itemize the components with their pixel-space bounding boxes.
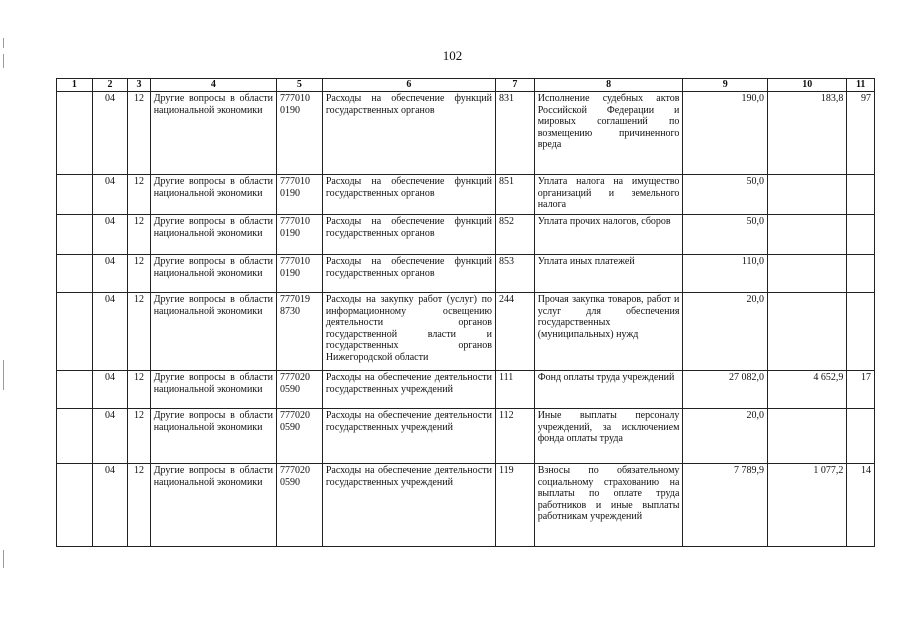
cell-target-code	[277, 464, 323, 547]
cell-section-name: Другие вопросы в области национальной экономики	[150, 175, 276, 215]
cell-section-name: Другие вопросы в области национальной экономики	[150, 371, 276, 409]
cell-row-number	[57, 215, 93, 255]
cell-plan-amount: 110,0	[683, 255, 768, 293]
target-code-part-2: 0590	[280, 476, 300, 488]
col-header-11: 11	[847, 79, 875, 92]
target-code-part-2: 0190	[280, 104, 300, 116]
target-code-part-1: 777010	[280, 256, 310, 267]
col-header-7: 7	[496, 79, 535, 92]
target-code-part-1: 777010	[280, 176, 310, 187]
cell-actual-amount	[767, 255, 846, 293]
cell-row-number	[57, 409, 93, 464]
cell-expense-type-name: Уплата иных платежей	[534, 255, 683, 293]
cell-row-number	[57, 92, 93, 175]
cell-expense-type-name: Уплата налога на имущество организаций и земельного налога	[534, 175, 683, 215]
cell-expense-type-code: 119	[496, 464, 535, 547]
cell-section-name: Другие вопросы в области национальной экономики	[150, 293, 276, 371]
cell-row-number	[57, 293, 93, 371]
cell-expense-type-code: 244	[496, 293, 535, 371]
col-header-1: 1	[57, 79, 93, 92]
cell-row-number	[57, 464, 93, 547]
target-code-part-2: 0590	[280, 383, 300, 395]
cell-plan-amount: 190,0	[683, 92, 768, 175]
table-row	[57, 293, 875, 371]
cell-subsection: 12	[128, 371, 150, 409]
cell-target-code	[277, 371, 323, 409]
cell-plan-amount: 50,0	[683, 215, 768, 255]
page-number: 102	[442, 48, 463, 63]
target-code-part-1: 777010	[280, 216, 310, 227]
cell-expense-type-name: Уплата прочих налогов, сборов	[534, 215, 683, 255]
cell-section: 04	[92, 215, 128, 255]
cell-section: 04	[92, 293, 128, 371]
cell-target-name: Расходы на обеспечение деятельности государственных учреждений	[322, 409, 495, 464]
cell-expense-type-name: Иные выплаты персоналу учреждений, за исключением фонда оплаты труда	[534, 409, 683, 464]
cell-target-code	[277, 293, 323, 371]
cell-plan-amount: 20,0	[683, 293, 768, 371]
cell-plan-amount: 50,0	[683, 175, 768, 215]
cell-target-name: Расходы на обеспечение функций государственных органов	[322, 255, 495, 293]
cell-percent: 97	[847, 92, 875, 175]
cell-actual-amount	[767, 409, 846, 464]
cell-expense-type-code: 831	[496, 92, 535, 175]
cell-percent: 17	[847, 371, 875, 409]
cell-section: 04	[92, 409, 128, 464]
cell-subsection: 12	[128, 293, 150, 371]
cell-subsection: 12	[128, 255, 150, 293]
budget-table	[56, 78, 875, 547]
cell-percent	[847, 293, 875, 371]
cell-actual-amount	[767, 175, 846, 215]
cell-section-name: Другие вопросы в области национальной экономики	[150, 464, 276, 547]
col-header-8: 8	[534, 79, 683, 92]
target-code-part-1: 777020	[280, 372, 310, 383]
cell-target-name: Расходы на обеспечение деятельности государственных учреждений	[322, 464, 495, 547]
cell-row-number	[57, 255, 93, 293]
cell-expense-type-name: Взносы по обязательному социальному страхованию на выплаты по оплате труда работников и иные выплаты работникам учреждений	[534, 464, 683, 547]
table-row	[57, 175, 875, 215]
cell-subsection: 12	[128, 175, 150, 215]
cell-section-name: Другие вопросы в области национальной экономики	[150, 215, 276, 255]
target-code-part-2: 0190	[280, 267, 300, 279]
cell-percent	[847, 175, 875, 215]
cell-section-name: Другие вопросы в области национальной экономики	[150, 92, 276, 175]
target-code-part-2: 0190	[280, 227, 300, 239]
target-code-part-1: 777019	[280, 294, 310, 305]
cell-actual-amount	[767, 293, 846, 371]
table-header-row	[57, 79, 875, 92]
cell-expense-type-code: 851	[496, 175, 535, 215]
cell-target-name: Расходы на обеспечение функций государственных органов	[322, 92, 495, 175]
cell-section-name: Другие вопросы в области национальной экономики	[150, 409, 276, 464]
cell-target-code	[277, 175, 323, 215]
cell-actual-amount: 4 652,9	[767, 371, 846, 409]
col-header-9: 9	[683, 79, 768, 92]
cell-target-code	[277, 215, 323, 255]
cell-actual-amount	[767, 215, 846, 255]
cell-target-name: Расходы на обеспечение деятельности государственных учреждений	[322, 371, 495, 409]
table-row	[57, 409, 875, 464]
cell-expense-type-name: Прочая закупка товаров, работ и услуг для обеспечения государственных (муниципальных) нужд	[534, 293, 683, 371]
cell-subsection: 12	[128, 409, 150, 464]
col-header-2: 2	[92, 79, 128, 92]
col-header-4: 4	[150, 79, 276, 92]
cell-expense-type-code: 853	[496, 255, 535, 293]
cell-expense-type-code: 111	[496, 371, 535, 409]
cell-percent	[847, 255, 875, 293]
col-header-5: 5	[277, 79, 323, 92]
cell-row-number	[57, 371, 93, 409]
target-code-part-1: 777010	[280, 93, 310, 104]
cell-section: 04	[92, 371, 128, 409]
cell-actual-amount: 183,8	[767, 92, 846, 175]
col-header-6: 6	[322, 79, 495, 92]
cell-target-name: Расходы на закупку работ (услуг) по информационному освещению деятельности органов государственной власти и государственных органов Нижегородской области	[322, 293, 495, 371]
table-row	[57, 464, 875, 547]
target-code-part-2: 8730	[280, 305, 300, 317]
cell-plan-amount: 27 082,0	[683, 371, 768, 409]
cell-expense-type-code: 112	[496, 409, 535, 464]
cell-plan-amount: 20,0	[683, 409, 768, 464]
cell-target-code	[277, 92, 323, 175]
target-code-part-1: 777020	[280, 465, 310, 476]
table-row	[57, 215, 875, 255]
cell-plan-amount: 7 789,9	[683, 464, 768, 547]
cell-subsection: 12	[128, 215, 150, 255]
cell-target-name: Расходы на обеспечение функций государственных органов	[322, 215, 495, 255]
cell-row-number	[57, 175, 93, 215]
cell-percent	[847, 215, 875, 255]
col-header-10: 10	[767, 79, 846, 92]
cell-percent: 14	[847, 464, 875, 547]
cell-actual-amount: 1 077,2	[767, 464, 846, 547]
cell-section: 04	[92, 92, 128, 175]
cell-section-name: Другие вопросы в области национальной экономики	[150, 255, 276, 293]
cell-subsection: 12	[128, 464, 150, 547]
target-code-part-1: 777020	[280, 410, 310, 421]
cell-subsection: 12	[128, 92, 150, 175]
cell-expense-type-name: Фонд оплаты труда учреждений	[534, 371, 683, 409]
cell-section: 04	[92, 175, 128, 215]
cell-expense-type-code: 852	[496, 215, 535, 255]
cell-target-name: Расходы на обеспечение функций государственных органов	[322, 175, 495, 215]
cell-section: 04	[92, 255, 128, 293]
cell-section: 04	[92, 464, 128, 547]
cell-target-code	[277, 255, 323, 293]
table-row	[57, 371, 875, 409]
target-code-part-2: 0190	[280, 187, 300, 199]
cell-expense-type-name: Исполнение судебных актов Российской Федерации и мировых соглашений по возмещению причиненного вреда	[534, 92, 683, 175]
table-row	[57, 255, 875, 293]
scan-edge-marks	[3, 30, 6, 590]
target-code-part-2: 0590	[280, 421, 300, 433]
table-row	[57, 92, 875, 175]
cell-percent	[847, 409, 875, 464]
col-header-3: 3	[128, 79, 150, 92]
cell-target-code	[277, 409, 323, 464]
